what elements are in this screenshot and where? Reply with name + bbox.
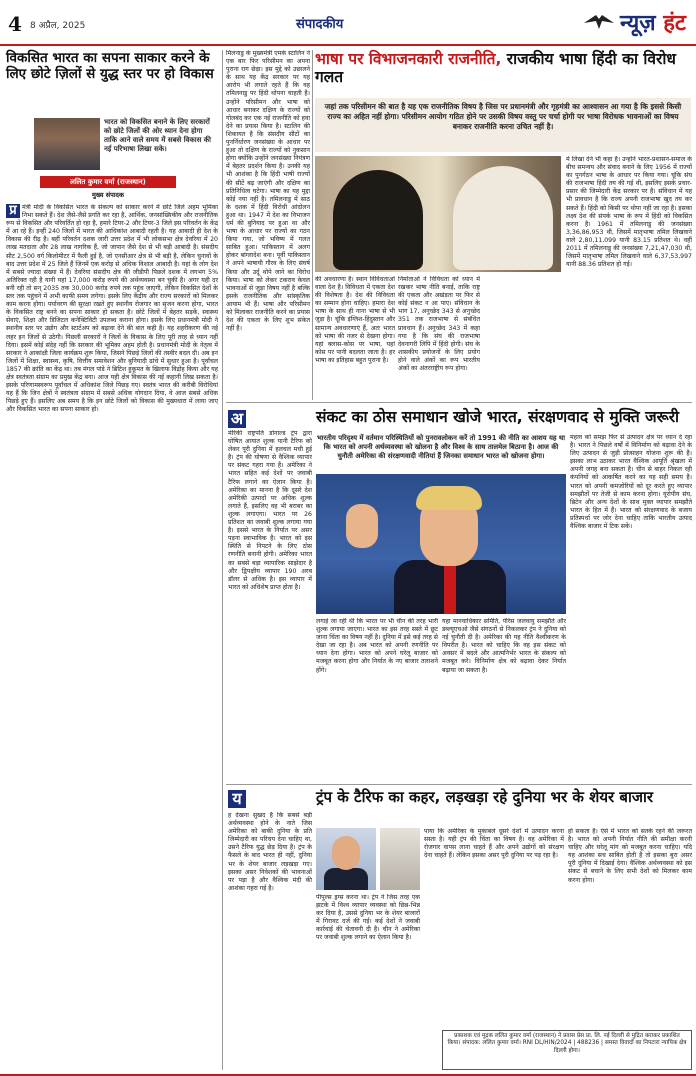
politician-photo-right (453, 166, 553, 270)
pull-quote: भारत को विकसित बनाने के लिए सरकारों को छोटे जिलों की ओर ध्यान देना होगा ताकि आने वाले समय में सबसे विकास की नई परिभाषा लिखा सके। (104, 118, 211, 153)
masthead (0, 0, 696, 46)
section-divider (226, 402, 692, 403)
logo-part1: न्यूज़ (619, 10, 656, 36)
top-article-col-a: की अवधारणा है। स्थान विविधताओं वाला देश है। विविधता में एकता देश की विशेषता है। देश की विविधता का सम्मान होना चाहिए। हमारा देश भाषा के साथ ही नाना भाषा से भी जुड़ा है। चूंकि इंग्लिश-हिंदुस्तान और सामान्य अवधारणाएं हैं, अतः भारत को भाषा की नजर से देखना होगा। यहां क्लास-कोस पर भाषा, यहां कोस पर पानी बदलता जाता है। हर भाषा का इतिहास बहुत पुराना है। (315, 276, 395, 364)
dropcap: य (228, 790, 246, 808)
mid-article-col-left: मेरिकी राष्ट्रपति डोनाल्ड ट्रंप द्वारा घोषित आयात शुल्क यानी टैरिफ को लेकर पूरी दुनिया में हलचल मची हुई है। ट्रंप की घोषणा से वैश्विक व्यापार पर संकट गहरा गया है। अमेरिका ने भारत सहित कई देशों पर जवाबी टैरिफ लगाने का ऐलान किया है। अमेरिका का मानना है कि दूसरे देश अमेरिकी उत्पादों पर अधिक शुल्क लगाते हैं, इसलिए वह भी बराबर का शुल्क लगाएगा। भारत पर 26 प्रतिशत का जवाबी शुल्क लगाया गया है। इससे भारत के निर्यात पर असर पड़ना स्वाभाविक है। भारत को इस स्थिति से निपटने के लिए ठोस रणनीति बनानी होगी। अमेरिका भारत का सबसे बड़ा व्यापारिक साझेदार है और द्विपक्षीय व्यापार 190 अरब डॉलर से अधिक है। इस व्यापार में भारत को अधिशेष प्राप्त होता है। (228, 430, 312, 591)
section-divider (226, 784, 692, 785)
top-article-col-c: में लिखा देने भी कहा है। उन्होंने भारत-प्रशासन-समाज के बीच समन्वय और संवाद बनाने के लिए 1956 में राज्यों का पुनर्गठन भाषा के आधार पर किया गया। चूंकि संघ की राजभाषा हिंदी तय की गई थी, इसलिए इसके प्रचार-प्रसार की जिम्मेदारी केंद्र सरकार पर है। संविधान में यह भी प्रावधान है कि राज्य अपनी राजभाषा खुद तय कर सकते हैं। हिंदी को किसी पर थोपा नहीं जा रहा है। इसका लक्ष्य देश की संपर्क भाषा के रूप में हिंदी को विकसित करना है। 1961 में तमिलनाडु की जनसंख्या 3,36,86,953 थी, जिसमें मातृभाषा तमिल लिखवाने वाले 2,80,11,099 यानी 83.15 प्रतिशत थे। वहीं 2011 में तमिलनाडु की जनसंख्या 7,21,47,030 थी, जिसमें मातृभाषा तमिल लिखवाने वाले 6,37,53,997 यानी 88.36 प्रतिशत हो गई। (566, 156, 692, 269)
left-article-body (6, 204, 218, 1064)
bottom-article-col-b: पाया कि अमेरिका के मुकाबले दूसरे देशों में उत्पादन करना सस्ता है। यही ट्रंप की चिंता का विषय है। वह अमेरिका में रोजगार वापस लाना चाहते हैं और अपने उद्योगों को संरक्षण देना चाहते हैं। लेकिन इसका असर पूरी दुनिया पर पड़ रहा है। (424, 828, 564, 860)
top-article-photo (315, 156, 561, 272)
author-byline: ललित कुमार वर्मा (राजस्थान) (40, 176, 176, 188)
bottom-article-photo-2 (380, 828, 420, 890)
headline-black-part: राजकीय भाषा हिंदी का विरोध गलत (315, 50, 676, 86)
bottom-article-col-c: हो सकता है। ऐसे में भारत को सतर्क रहने की जरूरत है। भारत को अपनी निर्यात नीति की समीक्षा करनी चाहिए और घरेलू मांग को मजबूत करना चाहिए। यदि यह आशंका सच साबित होती है तो इसका बुरा असर पूरी दुनिया में दिखाई देगा। वैश्विक अर्थव्यवस्था को इस संकट से बचाने के लिए सभी देशों को मिलकर काम करना होगा। (568, 828, 692, 884)
top-article-col-b: निर्माताओं ने विविधता को ध्यान में रखकर भाषा नीति बनाई, ताकि राष्ट्र की एकता और अखंडता पर फिर से कोई संकट न आ पाए। संविधान के भाग 17, अनुच्छेद 343 से अनुच्छेद 351 तक राजभाषा से संबंधित प्रावधान हैं। अनुच्छेद 343 में कहा गया है कि संघ की राजभाषा देवनागरी लिपि में हिंदी होगी। संघ के शासकीय प्रयोजनों के लिए प्रयोग होने वाले अंकों का रूप भारतीय अंकों का अंतरराष्ट्रीय रूप होगा। (398, 276, 480, 373)
suit (324, 868, 368, 890)
section-title: संपादकीय (296, 17, 344, 32)
newspaper-logo (582, 6, 686, 38)
bottom-article-headline: ट्रंप के टैरिफ का कहर, लड़खड़ा रहे दुनिया भर के शेयर बाजार (316, 788, 653, 806)
mid-article-col-right: महत्व को समझ फिर से उत्पादन क्षेत्र पर ध्यान दे रहा है। भारत ने पिछले वर्षों में विनिर्माण को बढ़ावा देने के लिए उत्पादन से जुड़ी प्रोत्साहन योजना शुरू की है। इसका लाभ उठाकर भारत वैश्विक आपूर्ति श्रृंखला में अपनी जगह बना सकता है। चीन से बाहर निकल रही कंपनियों को आकर्षित करने का यह सही समय है। भारत को अपनी कमजोरियों को दूर करते हुए व्यापार समझौतों पर तेजी से काम करना होगा। यूरोपीय संघ, ब्रिटेन और अन्य देशों के साथ मुक्त व्यापार समझौते भारत के हित में हैं। भारत को संरक्षणवाद के बजाय प्रतिस्पर्धा पर जोर देना चाहिए ताकि भारतीय उत्पाद वैश्विक बाजार में टिक सकें। (570, 434, 692, 531)
page-number: 4 (8, 12, 22, 36)
logo-part2: हंट (663, 10, 686, 36)
headline-red-part: भाषा पर विभाजनकारी राजनीति, (315, 50, 502, 68)
mid-article-col-a: लगाई जा रही थी कि भारत पर भी चीन की तरह भारी शुल्क लगाया जाएगा। भारत का इस तरह सस्ते में छूट जाना चिंता का विषय नहीं है। दुनिया में इसे कई तरह से देखा जा रहा है। अब भारत को अपनी रणनीति पर ध्यान देना होगा। भारत को अपने घरेलू बाजार को मजबूत करना होगा और निर्यात के नए बाजार तलाशने होंगे। (316, 618, 438, 674)
eagle-icon (582, 9, 616, 35)
tie (444, 564, 456, 614)
bottom-article-photo (316, 828, 376, 890)
issue-date: 8 अप्रैल, 2025 (30, 21, 86, 31)
mid-article-intro: भारतीय परिदृश्य में वर्तमान परिस्थितियों को पुनरावलोकन करें तो 1991 की नीति का आशय यह था कि भारत को अपनी अर्थव्यवस्था को खोलना है और विश्व के साथ तालमेल बिठाना है। आज की चुनौती अमेरिका की संरक्षणवादी नीतियां हैं जिनका समाधान भारत को खोजना होगा। (316, 434, 566, 460)
dropcap: अ (228, 410, 246, 428)
author-photo (34, 118, 100, 170)
center-column-body: मिलनाडु के मुख्यमंत्री एमके स्टालिन ने एक बार फिर परिसीमन का अपना पुराना राग छेड़ा। इस मुद्दे को उछालने के साथ यह केंद्र सरकार पर यह आरोप भी लगाते रहते हैं कि वह तमिलनाडु पर हिंदी थोपना चाहती है। उन्होंने परिसीमन और भाषा को आधार बनाकर दक्षिण के राज्यों को गोलबंद कर एक नई राजनीति को हवा देने का प्रयास किया है। स्टालिन की शिकायत है कि संसदीय सीटों का पुनर्निर्धारण जनसंख्या के आधार पर हुआ तो दक्षिण के राज्यों को नुकसान होगा क्योंकि उन्होंने जनसंख्या नियंत्रण में बेहतर प्रदर्शन किया है। उनकी यह भी आशंका है कि हिंदी भाषी राज्यों की सीटें बढ़ जाएंगी और दक्षिण का प्रतिनिधित्व घटेगा। भाषा का यह मुद्दा कोई नया नहीं है। तमिलनाडु में साठ के दशक में हिंदी विरोधी आंदोलन हुआ था। 1947 में देश का विभाजन धर्म की बुनियाद पर हुआ था और भाषा के आधार पर राज्यों का गठन किया गया, जो भविष्य में गलत साबित हुआ। पाकिस्तान में अलग होकर बांग्लादेश बना। पूर्वी पाकिस्तान ने अपने भाषायी गौरव के लिए संघर्ष किया और उर्दू थोपे जाने का विरोध किया। भाषा को लेकर टकराव केवल भावनाओं से जुड़ा विषय नहीं है बल्कि इसके राजनीतिक और सांस्कृतिक आयाम भी हैं। भाषा और परिसीमन को मिलाकर राजनीति करने का प्रयास देश की एकता के लिए शुभ संकेत नहीं है। (226, 50, 310, 333)
left-article-text: मंत्री मोदी के विकसित भारत के संकल्प को साकार करने में छोटे जिले अहम भूमिका निभा सकते हैं। देश जैसे-जैसे प्रगति कर रहा है, आर्थिक, जनसांख्यिकीय और राजनीतिक रूप से विकसित और परिवर्तित हो रहा है, हमारे टियर-2 और टियर-3 जिले इस परिवर्तन के केंद्र में आ रहे हैं। इन्हीं 240 जिलों में भारत की आधिकांश आबादी रहती है। यह आबादी ही देश के विकास की रीढ़ है। बहीं परिवर्तन दशक जारी उत्तर प्रदेश में भी लोकसभा क्षेत्र देवरिया में 20 लाख मतदाता और 28 लाख नागरिक हैं, जो जापान जैसे देश से भी बड़ी आबादी है। संसदीय सीट 2,500 वर्ग किलोमीटर में फैली हुई है, जो एनसीआर क्षेत्र से भी बड़ी है, लेकिन चुनावों के बाद उत्तर प्रदेश में 25 जिले हैं जिनमें एक करोड़ से अधिक विशाल आबादी है। यहां के लोग देश में सबसे ज्यादा संख्या में हैं। देवरिया संसदीय क्षेत्र की जीडीपी पिछले दशक में लगभग 5% अतिरिक्त रही है यानी यहां 17,000 करोड़ रुपये की अर्थव्यवस्था बन चुकी है। अगर यही दर बनी रही तो सन् 2035 तक 30,000 करोड़ रुपये तक पहुंच जाएगी, लेकिन विकसित देशों के स्तर तक पहुंचने में अभी काफी समय लगेगा। इसके लिए केंद्रीय और राज्य सरकारों को मिलकर काम करना होगा। पर्यावरण की सुरक्षा रखते हुए स्थानीय रोजगार का सृजन करना होगा, भारत के विकसित राष्ट्र बनने का सपना साकार हो सकता है। छोटे जिलों में बेहतर सड़कें, स्वास्थ्य सेवाएं, शिक्षा और डिजिटल कनेक्टिविटी उपलब्ध कराना होगा। इसके लिए प्रधानमंत्री मोदी ने स्थानीय स्तर पर उद्योग और स्टार्टअप को बढ़ावा देने की बात कही है। यह शहरीकरण की नई लहर इन जिलों से उठेगी। पिछली सरकारों ने जिलों के विकास के लिए पूरी तरह से ध्यान नहीं दिया। इसमें कोई संदेह नहीं कि सरकार की भूमिका अहम होती है। प्रधानमंत्री मोदी के नेतृत्व में सरकार ने आकांक्षी जिला कार्यक्रम शुरू किया, जिसने पिछड़े जिलों की तस्वीर बदल दी। अब इन जिलों में शिक्षा, स्वास्थ्य, कृषि, वित्तीय समावेशन और बुनियादी ढांचे में सुधार हुआ है। पूर्वांचल 1857 की क्रांति का केंद्र था। तब मंगल पांडे ने ब्रिटिश हुकूमत के खिलाफ विद्रोह किया और यह क्षेत्र स्वतंत्रता संग्राम का प्रमुख केंद्र बना। आज यही क्षेत्र विकास की नई कहानी लिख सकता है। इसके परिणामस्वरूप पूर्वांचल में अधिकांश जिले पिछड़ गए। स्वतंत्र भारत की करीबी विरोधियां यह हैं कि जिन क्षेत्रों ने स्वतंत्रता संग्राम में सबसे अधिक योगदान दिया, वे आज सबसे अधिक पिछड़े हुए हैं। इसलिए अब समय है कि इन छोटे जिलों को विकास की मुख्यधारा में लाया जाए और विकसित भारत का सपना साकार हो। (6, 204, 218, 414)
column-divider (222, 50, 223, 1070)
raised-hand (346, 504, 378, 548)
printer-imprint: प्रकाशक एवं मुद्रक ललित कुमार वर्मा (राजस्थान) ने प्रवास प्रेस प्रा. लि. नई दिल्ली से मुद्रित कराकर प्रकाशित किया। संपादक: ललित कुमार वर्मा। RNI DL/HIN/2024 | 488236 | समस्त विवादों का निपटारा न्यायिक क्षेत्र दिल्ली होगा। (442, 1030, 692, 1070)
bottom-article-col-a: पीपुल्स ड्रग्स करना था। ट्रंप ने जिस तरह एक झटके में विश्व व्यापार व्यवस्था को छिन्न-भिन्न कर दिया है, उससे दुनिया भर के शेयर बाजारों में गिरावट दर्ज की गई। कई देशों ने जवाबी कार्रवाई की चेतावनी दी है। चीन ने अमेरिका पर जवाबी शुल्क लगाने का ऐलान किया है। (316, 894, 420, 942)
mid-article-headline: संकट का ठोस समाधान खोजे भारत, संरक्षणवाद से मुक्ति जरूरी (316, 408, 680, 426)
top-article-headline (315, 50, 691, 86)
column-divider (312, 50, 313, 400)
left-article-headline: विकसित भारत का सपना साकार करने के लिए छोटे ज़िलों से युद्ध स्तर पर हो विकास (6, 50, 214, 82)
dropcap: प्र (6, 204, 20, 218)
author-role: मुख्य संपादक (92, 191, 124, 199)
face (332, 836, 360, 870)
bottom-article-col-left: ह देखना सुखद है कि सबसे बड़ी अर्थव्यवस्था होने के नाते जिस अमेरिका को बाकी दुनिया के प्रति जिम्मेदारी का परिचय देना चाहिए था, उसने टैरिफ युद्ध छेड़ दिया है। ट्रंप के फैसले के बाद भारत ही नहीं, दुनिया भर के शेयर बाजार लड़खड़ा गए। इसका असर निवेशकों की भावनाओं पर पड़ा है और वैश्विक मंदी की आशंका गहरा गई है। (228, 812, 312, 892)
mid-article-photo (316, 474, 566, 614)
mid-article-col-b: यहा मानवाधिकार समिति, पेरिस जलवायु समझौते और डब्ल्यूएचओ जैसे संगठनों से निकलकर ट्रंप ने दुनिया को नई चुनौती दी है। अमेरिका की यह नीति वैश्वीकरण के विपरीत है। भारत को चाहिए कि वह इस संकट को अवसर में बदले और आत्मनिर्भर भारत के संकल्प को मजबूत करे। विनिर्माण क्षेत्र को बढ़ावा देकर निर्यात बढ़ाया जा सकता है। (442, 618, 566, 674)
politician-photo-left (333, 170, 423, 270)
mid-article-lead (248, 408, 312, 432)
top-article-intro: जहां तक परिसीमन की बात है यह एक राजनीतिक विषय है जिस पर प्रधानमंत्री और गृहमंत्री का आश्वासन आ गया है कि इससे किसी राज्य का अहित नहीं होगा। परिसीमन आयोग गठित होने पर उसकी विषय वस्तु पर चर्चा होगी पर भाषा विरोधक भावनाओं का विषय बनाकर राजनीति करना उचित नहीं है। (315, 98, 691, 152)
hair (416, 486, 482, 510)
